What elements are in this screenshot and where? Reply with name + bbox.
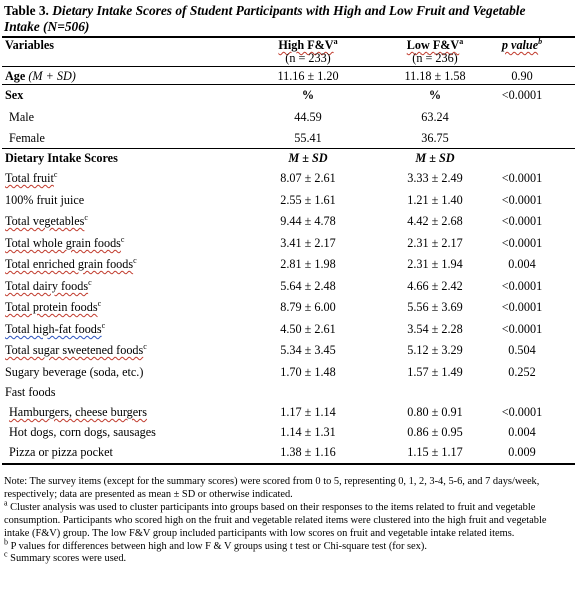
table-notes — [4, 476, 570, 566]
sex-female-high: 55.41 — [294, 131, 322, 145]
diet-row-high: 4.50 ± 2.61 — [280, 322, 336, 336]
note-general: Note: The survey items (except for the summary scores) were scored from 0 to 5, representing 0, 1, 2, 3-4, 5-6, and 7 days/week, respectively; data are presented as mean ± SD or otherwise indicated. — [4, 476, 540, 500]
diet-row-low: 2.31 ± 1.94 — [407, 257, 463, 271]
age-p: 0.90 — [511, 69, 533, 83]
table-number: Table 3. — [4, 3, 49, 18]
diet-stat-high: M ± SD — [288, 151, 328, 165]
header-variables: Variables — [5, 38, 54, 52]
diet-row-low: 3.54 ± 2.28 — [407, 322, 463, 336]
age-high: 11.16 ± 1.20 — [277, 69, 339, 83]
note-c: $^c$ Summary scores were used. — [4, 549, 127, 565]
sex-p: <0.0001 — [501, 88, 543, 102]
diet-row-low: 4.66 ± 2.42 — [407, 279, 463, 293]
diet-row-label: Sugary beverage (soda, etc.) — [5, 365, 144, 379]
fastfood-row-low: 0.80 ± 0.91 — [407, 405, 463, 419]
diet-row-label: Total dairy foods$^c$ — [5, 277, 92, 293]
diet-row-high: 2.55 ± 1.61 — [280, 193, 336, 207]
fastfood-row-high: 1.14 ± 1.31 — [280, 425, 336, 439]
fastfood-row-high: 1.38 ± 1.16 — [280, 445, 336, 459]
diet-row-low: 1.57 ± 1.49 — [407, 365, 463, 379]
diet-row-low: 4.42 ± 2.68 — [407, 214, 463, 228]
header-rule — [2, 66, 575, 67]
sex-female-label: Female — [9, 131, 45, 145]
header-high: High $F\&V^a$ — [278, 36, 338, 52]
diet-row-low: 5.56 ± 3.69 — [407, 300, 463, 314]
diet-section-label: Dietary Intake Scores — [5, 151, 118, 165]
age-rule — [2, 84, 575, 85]
diet-row-p: <0.0001 — [501, 236, 543, 250]
fastfood-row-p: 0.009 — [508, 445, 536, 459]
fastfood-label: Fast foods — [5, 385, 56, 399]
diet-row-low: 5.12 ± 3.29 — [407, 343, 463, 357]
diet-row-p: 0.504 — [508, 343, 536, 357]
header-low: Low $F\&V^a$ — [406, 36, 464, 52]
diet-row-high: 1.70 ± 1.48 — [280, 365, 336, 379]
diet-row-p: <0.0001 — [501, 214, 543, 228]
diet-row-label: Total whole grain foods$^c$ — [5, 234, 125, 250]
diet-row-high: 8.07 ± 2.61 — [280, 171, 336, 185]
diet-row-label: Total fruit$^c$ — [5, 169, 58, 185]
fastfood-row-p: 0.004 — [508, 425, 536, 439]
diet-row-high: 8.79 ± 6.00 — [280, 300, 336, 314]
age-low: 11.18 ± 1.58 — [404, 69, 466, 83]
diet-row-label: 100% fruit juice — [5, 193, 85, 207]
diet-row-high: 9.44 ± 4.78 — [280, 214, 336, 228]
note-b: $^b$ P values for differences between high and low F & V groups using t test or Chi-square test (for sex). — [4, 537, 427, 552]
diet-row-high: 5.34 ± 3.45 — [280, 343, 336, 357]
diet-row-p: <0.0001 — [501, 322, 543, 336]
diet-row-label: Total enriched grain foods$^c$ — [5, 255, 137, 271]
table-title: Dietary Intake Scores of Student Participants with High and Low Fruit and Vegetable Intake (N=506) — [4, 3, 526, 34]
table-caption — [4, 3, 564, 35]
diet-row-low: 1.21 ± 1.40 — [407, 193, 463, 207]
diet-stat-low: M ± SD — [415, 151, 455, 165]
fastfood-row-label: Hot dogs, corn dogs, sausages — [9, 425, 156, 439]
diet-row-p: <0.0001 — [501, 193, 543, 207]
diet-row-p: 0.004 — [508, 257, 536, 271]
bottom-rule — [2, 463, 575, 465]
fastfood-row-label: Pizza or pizza pocket — [9, 445, 113, 459]
sex-high-unit: % — [301, 88, 315, 102]
diet-row-p: 0.252 — [508, 365, 536, 379]
header-low-n: (n = 236) — [412, 51, 458, 65]
diet-row-low: 2.31 ± 2.17 — [407, 236, 463, 250]
sex-low-unit: % — [428, 88, 442, 102]
sex-male-low: 63.24 — [421, 110, 449, 124]
fastfood-row-low: 0.86 ± 0.95 — [407, 425, 463, 439]
age-label: Age (M + SD) — [5, 69, 76, 83]
sex-female-low: 36.75 — [421, 131, 449, 145]
diet-row-high: 5.64 ± 2.48 — [280, 279, 336, 293]
diet-row-p: <0.0001 — [501, 279, 543, 293]
fastfood-row-p: <0.0001 — [501, 405, 543, 419]
diet-row-label: Total sugar sweetened foods$^c$ — [5, 341, 147, 357]
header-high-n: (n = 233) — [285, 51, 331, 65]
diet-row-p: <0.0001 — [501, 300, 543, 314]
fastfood-row-high: 1.17 ± 1.14 — [280, 405, 336, 419]
diet-row-label: Total protein foods$^c$ — [5, 298, 102, 314]
diet-row-high: 3.41 ± 2.17 — [280, 236, 336, 250]
diet-row-high: 2.81 ± 1.98 — [280, 257, 336, 271]
diet-row-label: Total vegetables$^c$ — [5, 212, 88, 228]
sex-rule — [2, 148, 575, 149]
sex-label: Sex — [5, 88, 24, 102]
diet-row-label: Total high-fat foods$^c$ — [5, 320, 106, 336]
note-a: $^a$ Cluster analysis was used to cluster participants into groups based on their responses to the items related to fruit and vegetable consumption. Participants who scored high on the fruit and vegetable related items were clustered into the high fruit and vegetable intake (F&V) group. The low F&V group included participants with low scores on fruit and vegetable intake related items. — [4, 498, 547, 539]
diet-row-p: <0.0001 — [501, 171, 543, 185]
sex-male-high: 44.59 — [294, 110, 322, 124]
sex-male-label: Male — [9, 110, 35, 124]
fastfood-row-low: 1.15 ± 1.17 — [407, 445, 463, 459]
diet-row-low: 3.33 ± 2.49 — [407, 171, 463, 185]
fastfood-row-label: Hamburgers, cheese burgers — [9, 405, 147, 419]
header-p: p value$^b$ — [501, 36, 543, 52]
